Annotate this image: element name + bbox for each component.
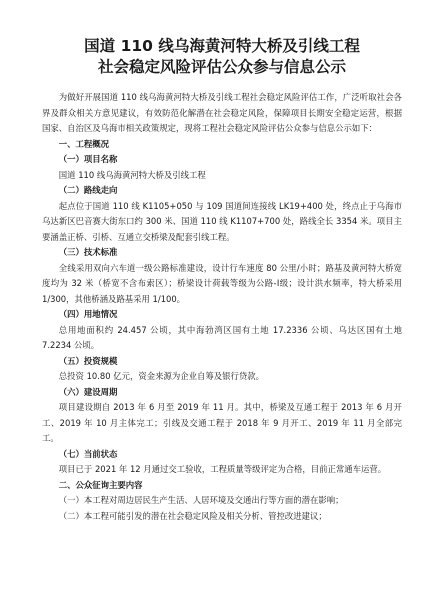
tech-standard-text: 全线采用双向六车道一级公路标准建设，设计行车速度 80 公里/小时；路基及黄河特大桥宽度均为 32 米（桥宽不含布索区）；桥梁设计荷载等级为公路-Ⅰ级；设计洪水频率，特大桥采用 1/300，其他桥涵及路基采用 1/100。 [42, 262, 402, 304]
subheading-investment [42, 354, 402, 370]
consultation-item-1: （一）本工程对周边居民生产生活、人居环境及交通出行等方面的潜在影响； [58, 495, 344, 505]
subheading-tech-standard [42, 245, 402, 261]
subheading-construction-period [42, 385, 402, 401]
document-body [42, 90, 402, 524]
title-line-2: 社会稳定风险评估公众参与信息公示 [97, 58, 346, 76]
subheading-label: （三）技术标准 [58, 247, 118, 257]
consultation-item-2: （二）本工程可能引发的潜在社会稳定风险及相关分析、管控改进建议； [58, 510, 327, 521]
subheading-label: （七）当前状态 [58, 448, 118, 459]
subheading-current-status [42, 447, 402, 463]
document-title [42, 36, 402, 78]
investment-text: 总投资 10.80 亿元，资金来源为企业自筹及银行贷款。 [58, 371, 264, 381]
subheading-label: （一）项目名称 [58, 154, 118, 164]
subheading-project-name [42, 152, 402, 168]
section-heading-overview: 一、工程概况 [58, 138, 110, 149]
route-text: 起点位于国道 110 线 K1105+050 与 109 国道间连接线 LK19+400 处，终点止于乌海市乌达新区巴音赛大街东口约 300 米、国道 110 线 K1107+700 处，路线全长 3354 米。项目主要涵盖正桥、引桥、互通立交桥梁及配套引线工程。 [42, 200, 402, 242]
title-line-1: 国道 110 线乌海黄河特大桥及引线工程 [84, 37, 360, 55]
subheading-label: （四）用地情况 [58, 309, 118, 319]
project-name-text: 国道 110 线乌海黄河特大桥及引线工程 [58, 169, 206, 180]
subheading-label: （五）投资规模 [58, 355, 118, 366]
current-status-text: 项目已于 2021 年 12 月通过交工验收，工程质量等级评定为合格，目前正常通车运营。 [58, 464, 387, 474]
construction-period-text: 项目建设期自 2013 年 6 月至 2019 年 11 月。其中，桥梁及互通工程于 2013 年 6 月开工、2019 年 10 月主体完工；引线及交通工程于 2018 年 9 月开工、2019 年 11 月全部完工。 [42, 402, 402, 443]
intro-paragraph: 为做好开展国道 110 线乌海黄河特大桥及引线工程社会稳定风险评估工作，广泛听取社会各界及群众相关方意见建议，有效防范化解潜在社会稳定风险，保障项目长期安全稳定运营，根据国家、自治区及乌海市相关政策规定，现将工程社会稳定风险评估公众参与信息公示如下： [42, 92, 402, 133]
subheading-label: （二）路线走向 [58, 185, 118, 195]
section-heading-consultation: 二、公众征询主要内容 [58, 479, 143, 490]
land-use-text: 总用地面积约 24.457 公顷，其中海勃湾区国有土地 17.2336 公顷、乌达区国有土地 7.2234 公顷。 [42, 324, 402, 350]
subheading-label: （六）建设周期 [58, 386, 118, 397]
subheading-land-use [42, 307, 402, 323]
subheading-route [42, 183, 402, 199]
